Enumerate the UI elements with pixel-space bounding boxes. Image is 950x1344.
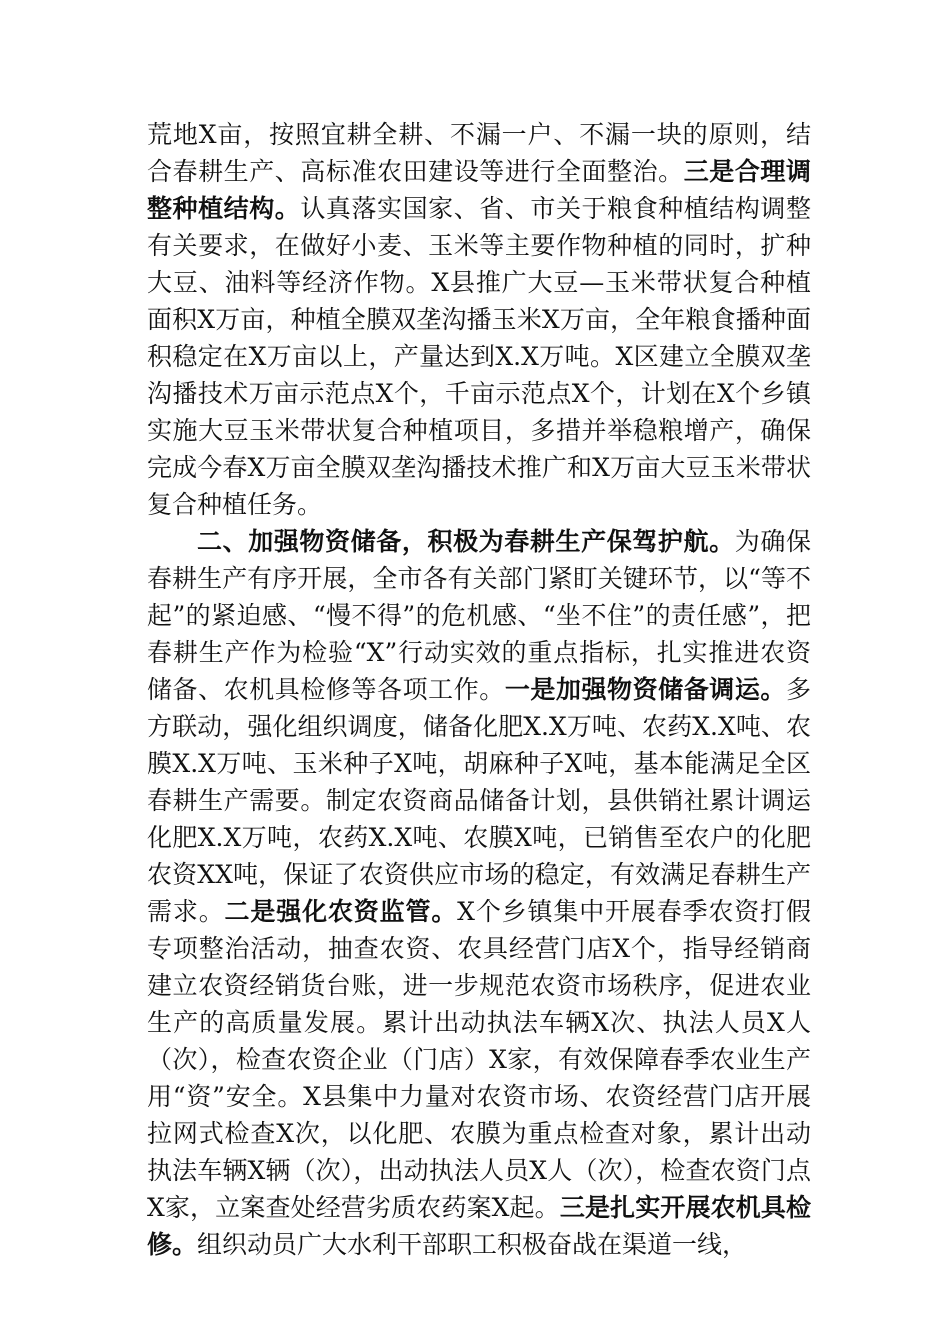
- paragraph-2: [147, 523, 811, 1263]
- paragraph-2-heading-1: 一是加强物资储备调运。: [504, 675, 786, 704]
- paragraph-2-text-2: 多方联动，强化组织调度，储备化肥X.X万吨、农药X.X吨、农膜X.X万吨、玉米种子X吨，胡麻种子X吨，基本能满足全区春耕生产需要。制定农资商品储备计划，县供销社累计调运化肥X.X万吨，农药X.X吨、农膜X吨，已销售至农户的化肥农资XX吨，保证了农资供应市场的稳定，有效满足春耕生产需求。: [147, 675, 811, 926]
- paragraph-1-text-1: 荒地X亩，按照宜耕全耕、不漏一户、不漏一块的原则，结合春耕生产、高标准农田建设等进行全面整治。: [147, 120, 811, 186]
- paragraph-1-heading-3: 三是合理调整种植结构。: [147, 157, 811, 223]
- paragraph-1-text-2: 认真落实国家、省、市关于粮食种植结构调整有关要求，在做好小麦、玉米等主要作物种植的同时，扩种大豆、油料等经济作物。X县推广大豆—玉米带状复合种植面积X万亩，种植全膜双垄沟播玉米X万亩，全年粮食播种面积稳定在X万亩以上，产量达到X.X万吨。X区建立全膜双垄沟播技术万亩示范点X个，千亩示范点X个，计划在X个乡镇实施大豆玉米带状复合种植项目，多措并举稳粮增产，确保完成今春X万亩全膜双垄沟播技术推广和X万亩大豆玉米带状复合种植任务。: [147, 194, 811, 519]
- paragraph-2-text-1: 为确保春耕生产有序开展，全市各有关部门紧盯关键环节，以“等不起”的紧迫感、“慢不得”的危机感、“坐不住”的责任感”，把春耕生产作为检验“X”行动实效的重点指标，扎实推进农资储备、农机具检修等各项工作。: [147, 527, 811, 704]
- paragraph-2-heading-2: 二是强化农资监管。: [224, 897, 458, 926]
- section-heading-2: 二、加强物资储备，积极为春耕生产保驾护航。: [197, 527, 735, 556]
- document-page: [147, 0, 811, 1344]
- paragraph-1: [147, 116, 811, 523]
- paragraph-2-text-4: 组织动员广大水利干部职工积极奋战在渠道一线，: [197, 1230, 748, 1259]
- paragraph-2-text-3: X个乡镇集中开展春季农资打假专项整治活动，抽查农资、农具经营门店X个，指导经销商建立农资经销货台账，进一步规范农资市场秩序，促进农业生产的高质量发展。累计出动执法车辆X次、执法人员X人（次），检查农资企业（门店）X家，有效保障春季农业生产用“资”安全。X县集中力量对农资市场、农资经营门店开展拉网式检查X次，以化肥、农膜为重点检查对象，累计出动执法车辆X辆（次），出动执法人员X人（次），检查农资门点X家，立案查处经营劣质农药案X起。: [147, 897, 811, 1222]
- paragraph-2-heading-3: 三是扎实开展农机具检修。: [147, 1193, 811, 1259]
